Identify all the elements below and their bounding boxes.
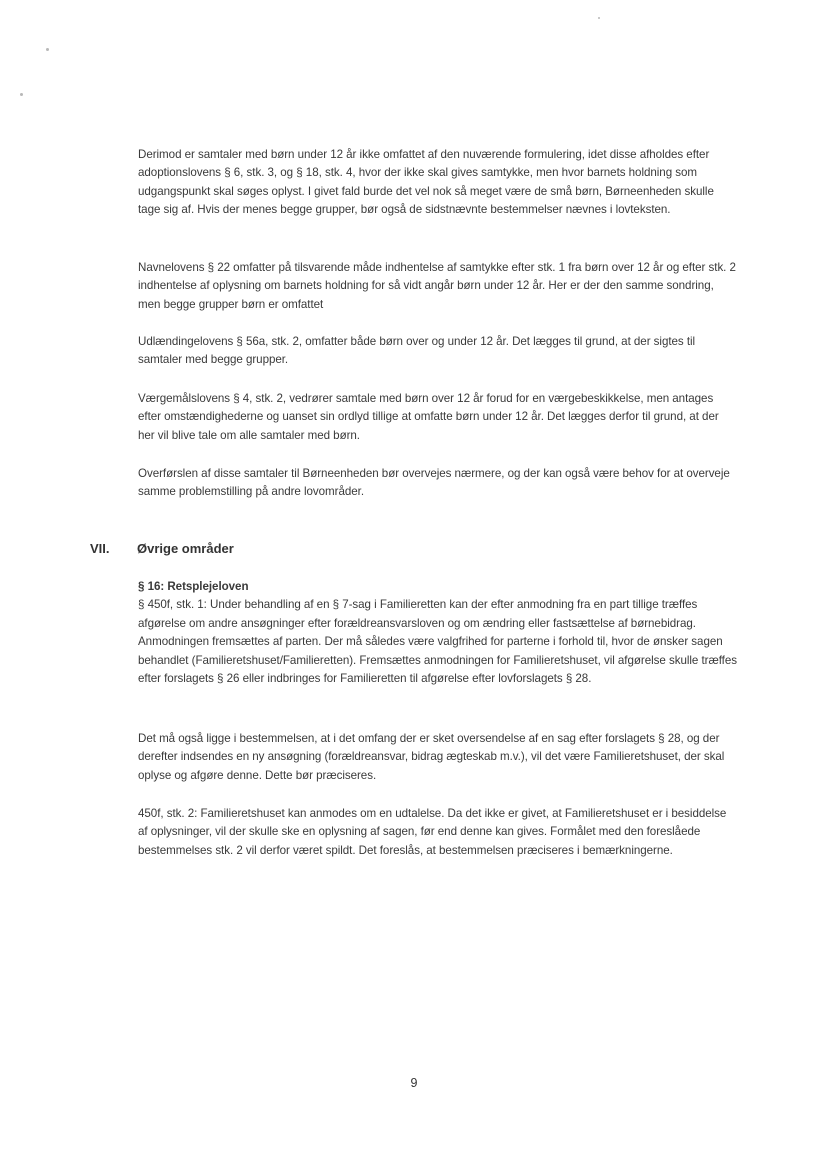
paragraph-overfoerslen: Overførslen af disse samtaler til Børneenheden bør overvejes nærmere, og der kan også være behov for at overveje samme problemstilling på andre lovområder. xyxy=(138,467,730,499)
scan-speck xyxy=(598,17,600,19)
page-number: 9 xyxy=(410,1076,418,1090)
paragraph-450f-stk2: 450f, stk. 2: Familieretshuset kan anmodes om en udtalelse. Da det ikke er givet, at Familieretshuset er i besiddelse af oplysninger, vil der skulle ske en oplysning af sagen, før end denne kan gives. Formålet med den foreslåede bestemmelses stk. 2 vil derfor været spildt. Det foreslås, at bestemmelsen præciseres i bemærkningerne. xyxy=(138,807,727,857)
paragraph-vaergemaalsloven: Værgemålslovens § 4, stk. 2, vedrører samtale med børn over 12 år forud for en værgebeskikkelse, men antages efter omstændighederne og uanset sin ordlyd tillige at omfatte børn under 12 år. Det lægges derfor til grund, at der her vil blive tale om alle samtaler med børn. xyxy=(138,392,719,442)
subsection xyxy=(138,578,738,688)
scan-speck xyxy=(20,93,23,96)
intro-paragraph xyxy=(138,390,738,445)
section-number: VII. xyxy=(90,541,110,556)
paragraph-oversendelse: Det må også ligge i bestemmelsen, at i det omfang der er sket oversendelse af en sag efter forslagets § 28, og der derefter indsendes en ny ansøgning (forældreansvar, bidrag ægteskab m.v.), vil det være Familieretshuset, der skal oplyse og afgøre denne. Dette bør præciseres. xyxy=(138,732,725,782)
intro-paragraph xyxy=(138,465,738,502)
paragraph-navneloven: Navnelovens § 22 omfatter på tilsvarende måde indhentelse af samtykke efter stk. 1 fra børn over 12 år og efter stk. 2 indhentelse af oplysning om barnets holdning for så vidt angår børn under 12 år. Her er der den samme sondring, men begge grupper børn er omfattet xyxy=(138,261,736,311)
paragraph-udlaendingeloven: Udlændingelovens § 56a, stk. 2, omfatter både børn over og under 12 år. Det lægges til grund, at der sigtes til samtaler med begge grupper. xyxy=(138,335,696,367)
paragraph-450f-stk1: § 450f, stk. 1: Under behandling af en § 7-sag i Familieretten kan der efter anmodning fra en part tillige træffes afgørelse om andre ansøgninger efter forældreansvarsloven og om ændring eller fastsættelse af børnebidrag. Anmodningen fremsættes af parten. Der må således være valgfrihed for parterne i forhold til, hvor de ønsker sagen behandlet (Familieretshuset/Familieretten). Fremsættes anmodningen for Familieretshuset, vil afgørelse skulle træffes efter forslagets § 26 eller indbringes for Familieretten til afgørelse efter lovforslagets § 28. xyxy=(138,598,737,686)
scan-speck xyxy=(46,48,49,51)
subsection-paragraph xyxy=(138,730,738,785)
intro-paragraph xyxy=(138,333,738,370)
subsection-paragraph xyxy=(138,805,738,860)
paragraph-adoptionsloven: Derimod er samtaler med børn under 12 år ikke omfattet af den nuværende formulering, idet disse afholdes efter adoptionslovens § 6, stk. 3, og § 18, stk. 4, hvor der ikke skal gives samtykke, men hvor barnets holdning som udgangspunkt skal søges oplyst. I givet fald burde det vel nok så meget være de små børn, Børneenheden skulle tage sig af. Hvis der menes begge grupper, bør også de sidstnævnte bestemmelser nævnes i lovteksten. xyxy=(138,148,714,217)
intro-paragraph xyxy=(138,146,738,220)
intro-paragraph xyxy=(138,259,738,314)
subsection-heading: § 16: Retsplejeloven xyxy=(138,580,249,593)
section-title: Øvrige områder xyxy=(137,541,234,556)
